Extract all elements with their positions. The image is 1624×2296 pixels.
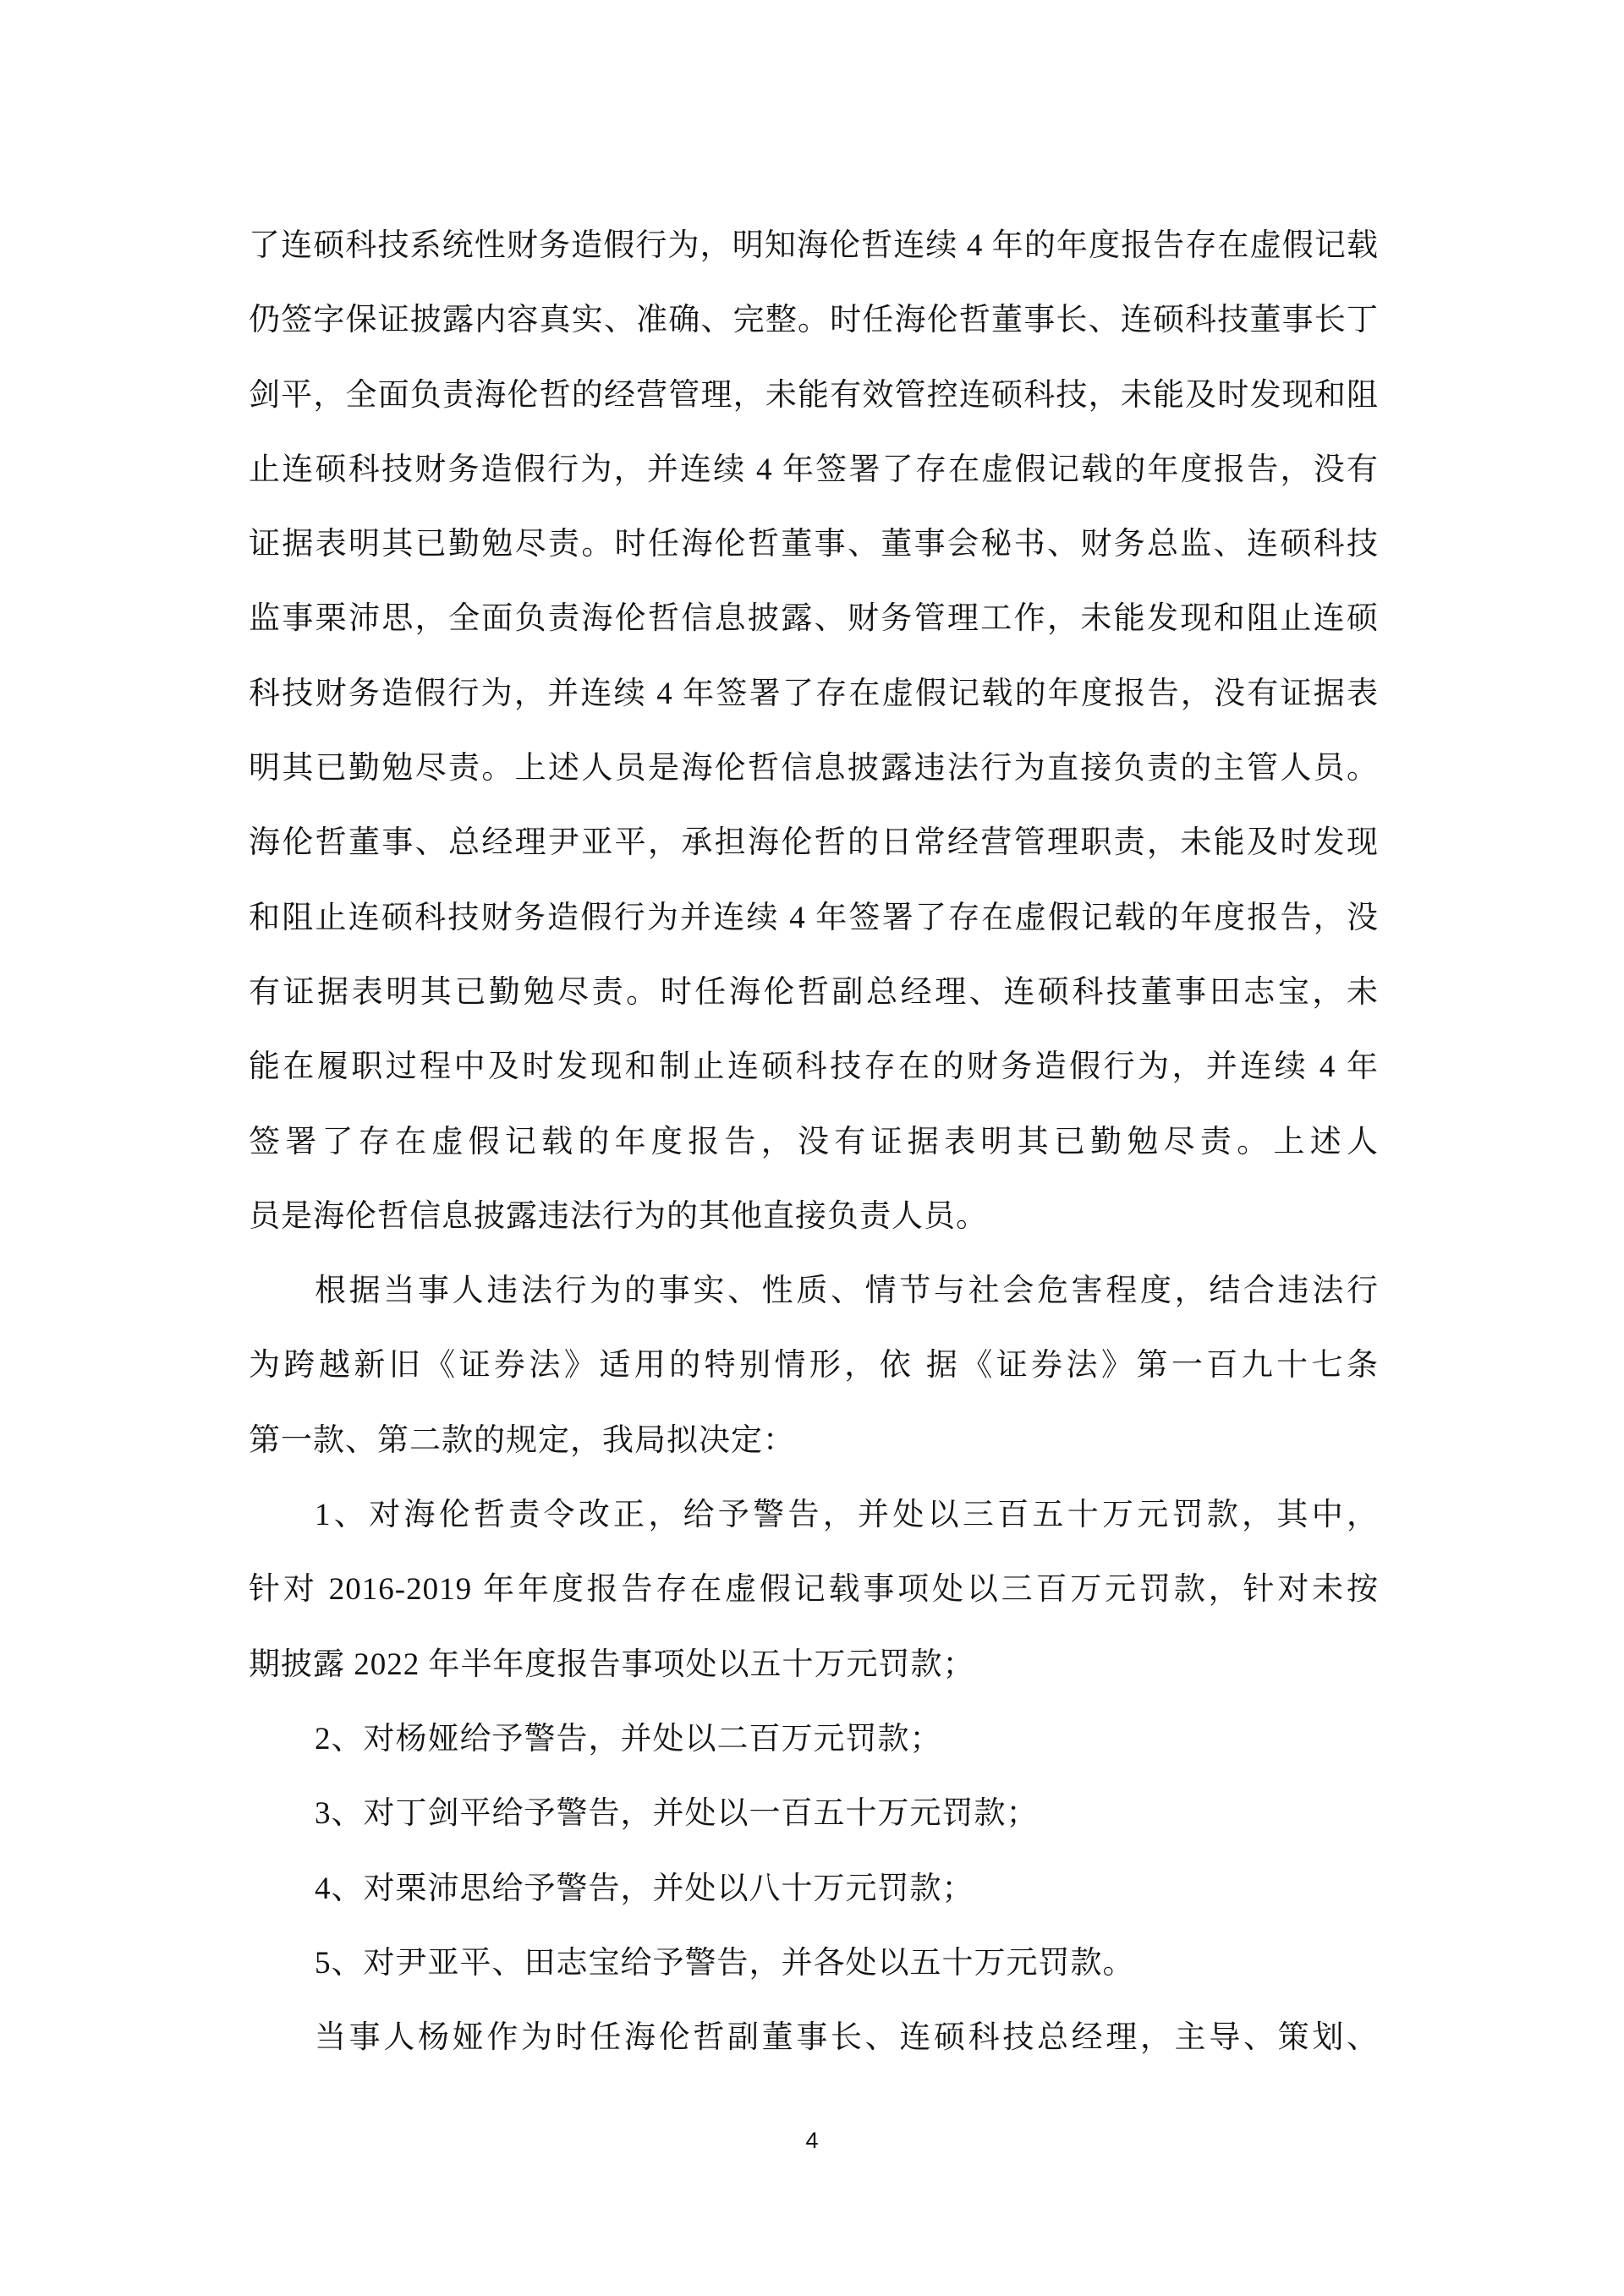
text-line: 明其已勤勉尽责。上述人员是海伦哲信息披露违法行为直接负责的主管人员。	[249, 751, 1379, 786]
text-line: 仍签字保证披露内容真实、准确、完整。时任海伦哲董事长、连硕科技董事长丁	[249, 303, 1379, 338]
text-line: 3、对丁剑平给予警告，并处以一百五十万元罚款；	[315, 1796, 1039, 1832]
text-line: 监事栗沛思，全面负责海伦哲信息披露、财务管理工作，未能发现和阻止连硕	[249, 601, 1379, 637]
text-line: 了连硕科技系统性财务造假行为，明知海伦哲连续 4 年的年度报告存在虚假记载	[249, 228, 1379, 263]
text-line: 2、对杨娅给予警告，并处以二百万元罚款；	[315, 1721, 942, 1756]
page-number: 4	[805, 2128, 819, 2153]
text-line: 止连硕科技财务造假行为，并连续 4 年签署了存在虚假记载的年度报告，没有	[249, 452, 1379, 487]
text-line: 为跨越新旧《证券法》适用的特别情形，依 据《证券法》第一百九十七条	[249, 1348, 1379, 1384]
text-line: 4、对栗沛思给予警告，并处以八十万元罚款；	[315, 1871, 974, 1906]
text-line: 海伦哲董事、总经理尹亚平，承担海伦哲的日常经营管理职责，未能及时发现	[249, 825, 1379, 861]
text-line: 针对 2016-2019 年年度报告存在虚假记载事项处以三百万元罚款，针对未按	[249, 1572, 1379, 1608]
text-line: 员是海伦哲信息披露违法行为的其他直接负责人员。	[249, 1198, 988, 1234]
text-line: 当事人杨娅作为时任海伦哲副董事长、连硕科技总经理，主导、策划、	[315, 2020, 1379, 2056]
document-text-block	[249, 209, 1379, 2075]
text-line: 期披露 2022 年半年度报告事项处以五十万元罚款；	[249, 1647, 975, 1682]
text-line: 能在履职过程中及时发现和制止连硕科技存在的财务造假行为，并连续 4 年	[249, 1049, 1379, 1085]
text-line: 根据当事人违法行为的事实、性质、情节与社会危害程度，结合违法行	[315, 1274, 1379, 1309]
text-line: 剑平，全面负责海伦哲的经营管理，未能有效管控连硕科技，未能及时发现和阻	[249, 377, 1379, 413]
text-line: 和阻止连硕科技财务造假行为并连续 4 年签署了存在虚假记载的年度报告，没	[249, 900, 1379, 935]
text-line: 5、对尹亚平、田志宝给予警告，并各处以五十万元罚款。	[315, 1945, 1135, 1981]
text-line: 1、对海伦哲责令改正，给予警告，并处以三百五十万元罚款，其中，	[315, 1498, 1379, 1533]
text-line: 签署了存在虚假记载的年度报告，没有证据表明其已勤勉尽责。上述人	[249, 1124, 1379, 1159]
text-line: 第一款、第二款的规定，我局拟决定：	[249, 1422, 795, 1458]
text-line: 科技财务造假行为，并连续 4 年签署了存在虚假记载的年度报告，没有证据表	[249, 676, 1379, 711]
text-line: 证据表明其已勤勉尽责。时任海伦哲董事、董事会秘书、财务总监、连硕科技	[249, 527, 1379, 562]
text-line: 有证据表明其已勤勉尽责。时任海伦哲副总经理、连硕科技董事田志宝，未	[249, 974, 1379, 1010]
